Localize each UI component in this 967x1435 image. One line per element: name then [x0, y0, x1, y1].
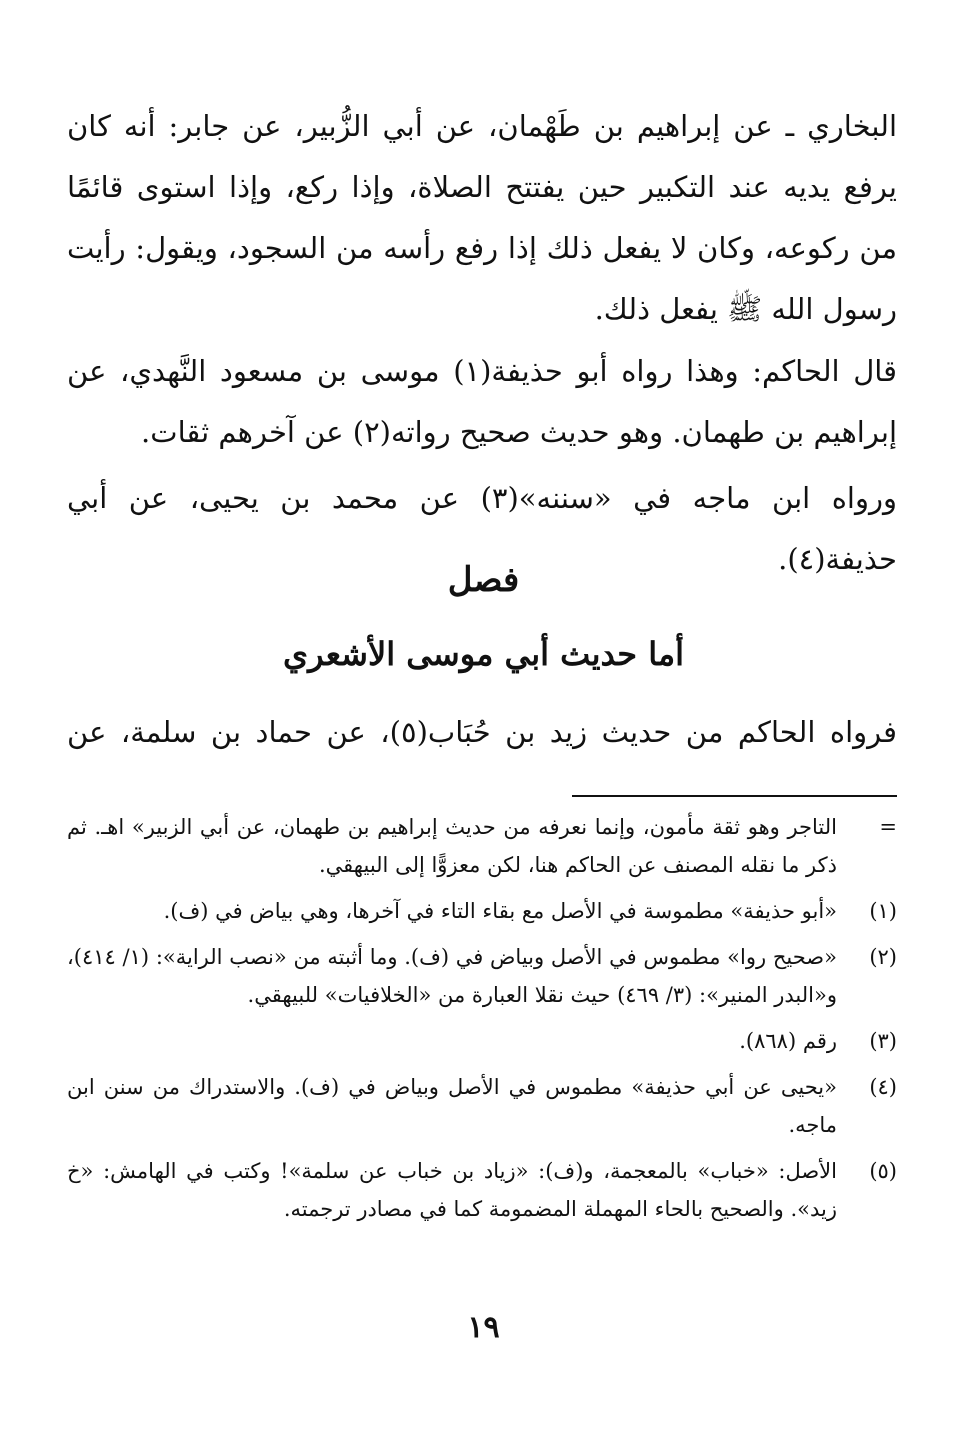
- body-paragraph-3: ورواه ابن ماجه في «سننه»(٣) عن محمد بن يحيى، عن أبي حذيفة(٤).: [67, 481, 897, 576]
- footnote-marker: (٥): [869, 1159, 897, 1183]
- footnote-text: الأصل: «خباب» بالمعجمة، و(ف): «زياد بن خباب عن سلمة»! وكتب في الهامش: «خ زيد». والصحيح بالحاء المهملة المضمومة كما في مصادر ترجمته.: [67, 1159, 837, 1221]
- footnote-marker: (١): [869, 899, 897, 923]
- footnote-text: «صحيح روا» مطموس في الأصل وبياض في (ف). وما أثبته من «نصب الراية»: (١/ ٤١٤)، و«البدر المنير»: (٣/ ٤٦٩) حيث نقلا العبارة من «الخلافيات» للبيهقي.: [67, 945, 837, 1007]
- footnote-marker: (٢): [869, 945, 897, 969]
- footnote-item: [67, 1152, 897, 1228]
- footnote-marker: =: [879, 815, 897, 839]
- section-heading: فصل: [447, 560, 520, 600]
- footnote-item: [67, 892, 897, 930]
- footnote-divider: [572, 795, 897, 797]
- footnote-text: التاجر وهو ثقة مأمون، وإنما نعرفه من حديث إبراهيم بن طهمان، عن أبي الزبير» اهـ. ثم ذكر ما نقله المصنف عن الحاكم هنا، لكن معزوًّا إلى البيهقي.: [67, 815, 837, 877]
- footnote-item: [67, 1022, 897, 1060]
- footnote-text: «أبو حذيفة» مطموسة في الأصل مع بقاء التاء في آخرها، وهي بياض في (ف).: [163, 899, 837, 923]
- section-subheading: أما حديث أبي موسى الأشعري: [283, 635, 684, 673]
- footnote-marker: (٤): [869, 1075, 897, 1099]
- footnotes-list: [67, 808, 897, 1236]
- footnote-item: [67, 1068, 897, 1144]
- page-number: ١٩: [467, 1310, 500, 1345]
- body-paragraph-1: البخاري ـ عن إبراهيم بن طَهْمان، عن أبي الزُّبير، عن جابر: أنه كان يرفع يديه عند التكبير حين يفتتح الصلاة، وإذا ركع، وإذا استوى قائمًا من ركوعه، وكان لا يفعل ذلك إذا رفع رأسه من السجود، ويقول: رأيت رسول الله ﷺ يفعل ذلك.: [67, 109, 897, 326]
- footnote-item: [67, 808, 897, 884]
- footnote-marker: (٣): [869, 1029, 897, 1053]
- body-paragraph-4: فرواه الحاكم من حديث زيد بن حُبَاب(٥)، عن حماد بن سلمة، عن: [67, 715, 898, 749]
- footnote-text: رقم (٨٦٨).: [739, 1029, 837, 1053]
- footnote-item: [67, 938, 897, 1014]
- footnote-text: «يحيى عن أبي حذيفة» مطموس في الأصل وبياض في (ف). والاستدراك من سنن ابن ماجه.: [67, 1075, 837, 1137]
- body-paragraph-2: قال الحاكم: وهذا رواه أبو حذيفة(١) موسى بن مسعود النَّهدي، عن إبراهيم بن طهمان. وهو حديث صحيح رواته(٢) عن آخرهم ثقات.: [67, 354, 897, 449]
